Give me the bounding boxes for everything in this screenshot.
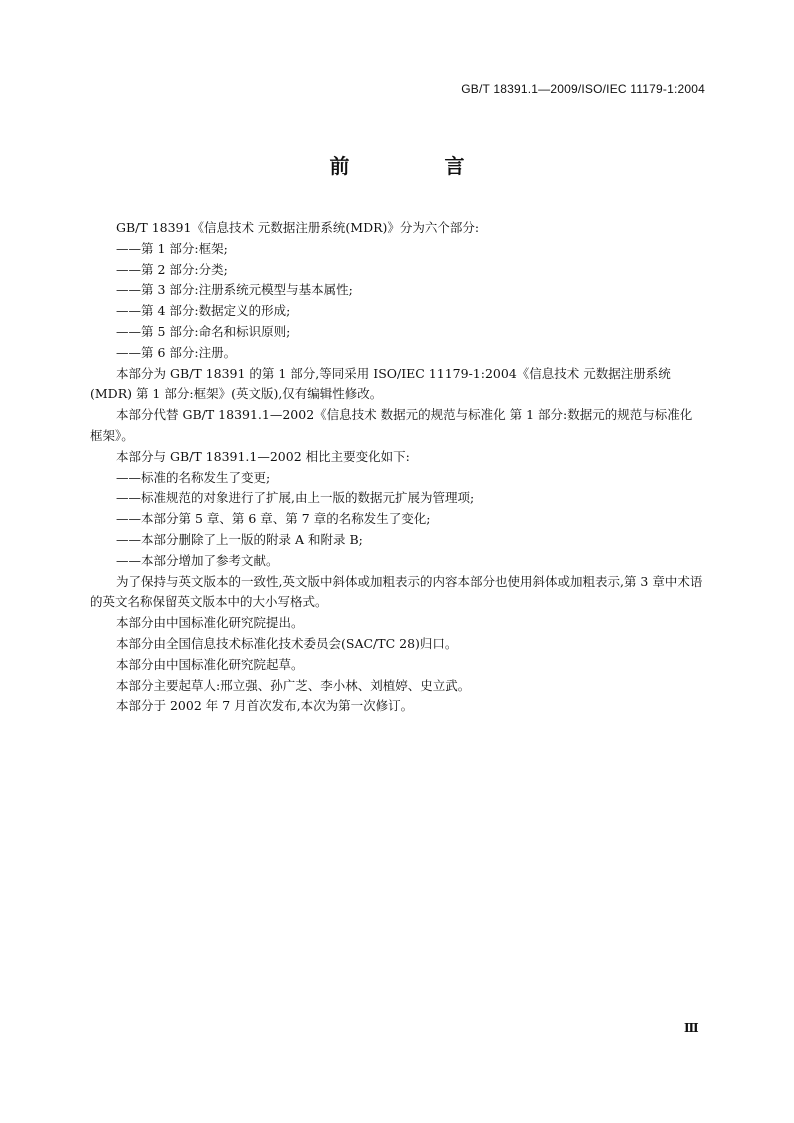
change-item: ——本部分第 5 章、第 6 章、第 7 章的名称发生了变化; xyxy=(116,511,431,527)
drafter-paragraph: 本部分由中国标准化研究院起草。 xyxy=(116,656,304,672)
part-item: ——第 5 部分:命名和标识原则; xyxy=(116,323,291,339)
page-number: Ⅲ xyxy=(684,1021,699,1035)
replacement-paragraph: 本部分代替 GB/T 18391.1—2002《信息技术 数据元的规范与标准化 第 1 部分:数据元的规范与标准化框架》。 xyxy=(90,407,693,443)
committee-paragraph: 本部分由全国信息技术标准化技术委员会(SAC/TC 28)归口。 xyxy=(116,635,458,651)
adoption-paragraph: 本部分为 GB/T 18391 的第 1 部分,等同采用 ISO/IEC 11179-1:2004《信息技术 元数据注册系统(MDR) 第 1 部分:框架》(英文版),仅有编辑性修改。 xyxy=(90,365,671,402)
page-title: 前 言 xyxy=(329,154,509,178)
part-item: ——第 4 部分:数据定义的形成; xyxy=(116,303,291,319)
intro-paragraph: GB/T 18391《信息技术 元数据注册系统(MDR)》分为六个部分: xyxy=(116,220,480,235)
change-item: ——本部分增加了参考文献。 xyxy=(116,552,279,568)
change-item: ——标准规范的对象进行了扩展,由上一版的数据元扩展为管理项; xyxy=(116,490,475,506)
authors-paragraph: 本部分主要起草人:邢立强、孙广芝、李小林、刘植婷、史立武。 xyxy=(116,677,471,693)
changes-intro-paragraph: 本部分与 GB/T 18391.1—2002 相比主要变化如下: xyxy=(116,448,410,464)
change-item: ——标准的名称发生了变更; xyxy=(116,469,271,485)
consistency-paragraph: 为了保持与英文版本的一致性,英文版中斜体或加粗表示的内容本部分也使用斜体或加粗表示,第 3 章中术语的英文名称保留英文版本中的大小写格式。 xyxy=(90,573,703,610)
part-item: ——第 1 部分:框架; xyxy=(116,240,228,256)
proposer-paragraph: 本部分由中国标准化研究院提出。 xyxy=(116,615,304,631)
standard-code-header: GB/T 18391.1—2009/ISO/IEC 11179-1:2004 xyxy=(461,82,705,96)
part-item: ——第 3 部分:注册系统元模型与基本属性; xyxy=(116,282,353,298)
history-paragraph: 本部分于 2002 年 7 月首次发布,本次为第一次修订。 xyxy=(116,698,414,714)
part-item: ——第 2 部分:分类; xyxy=(116,261,228,277)
change-item: ——本部分删除了上一版的附录 A 和附录 B; xyxy=(116,531,363,547)
part-item: ——第 6 部分:注册。 xyxy=(116,344,237,360)
foreword-body xyxy=(90,218,704,717)
